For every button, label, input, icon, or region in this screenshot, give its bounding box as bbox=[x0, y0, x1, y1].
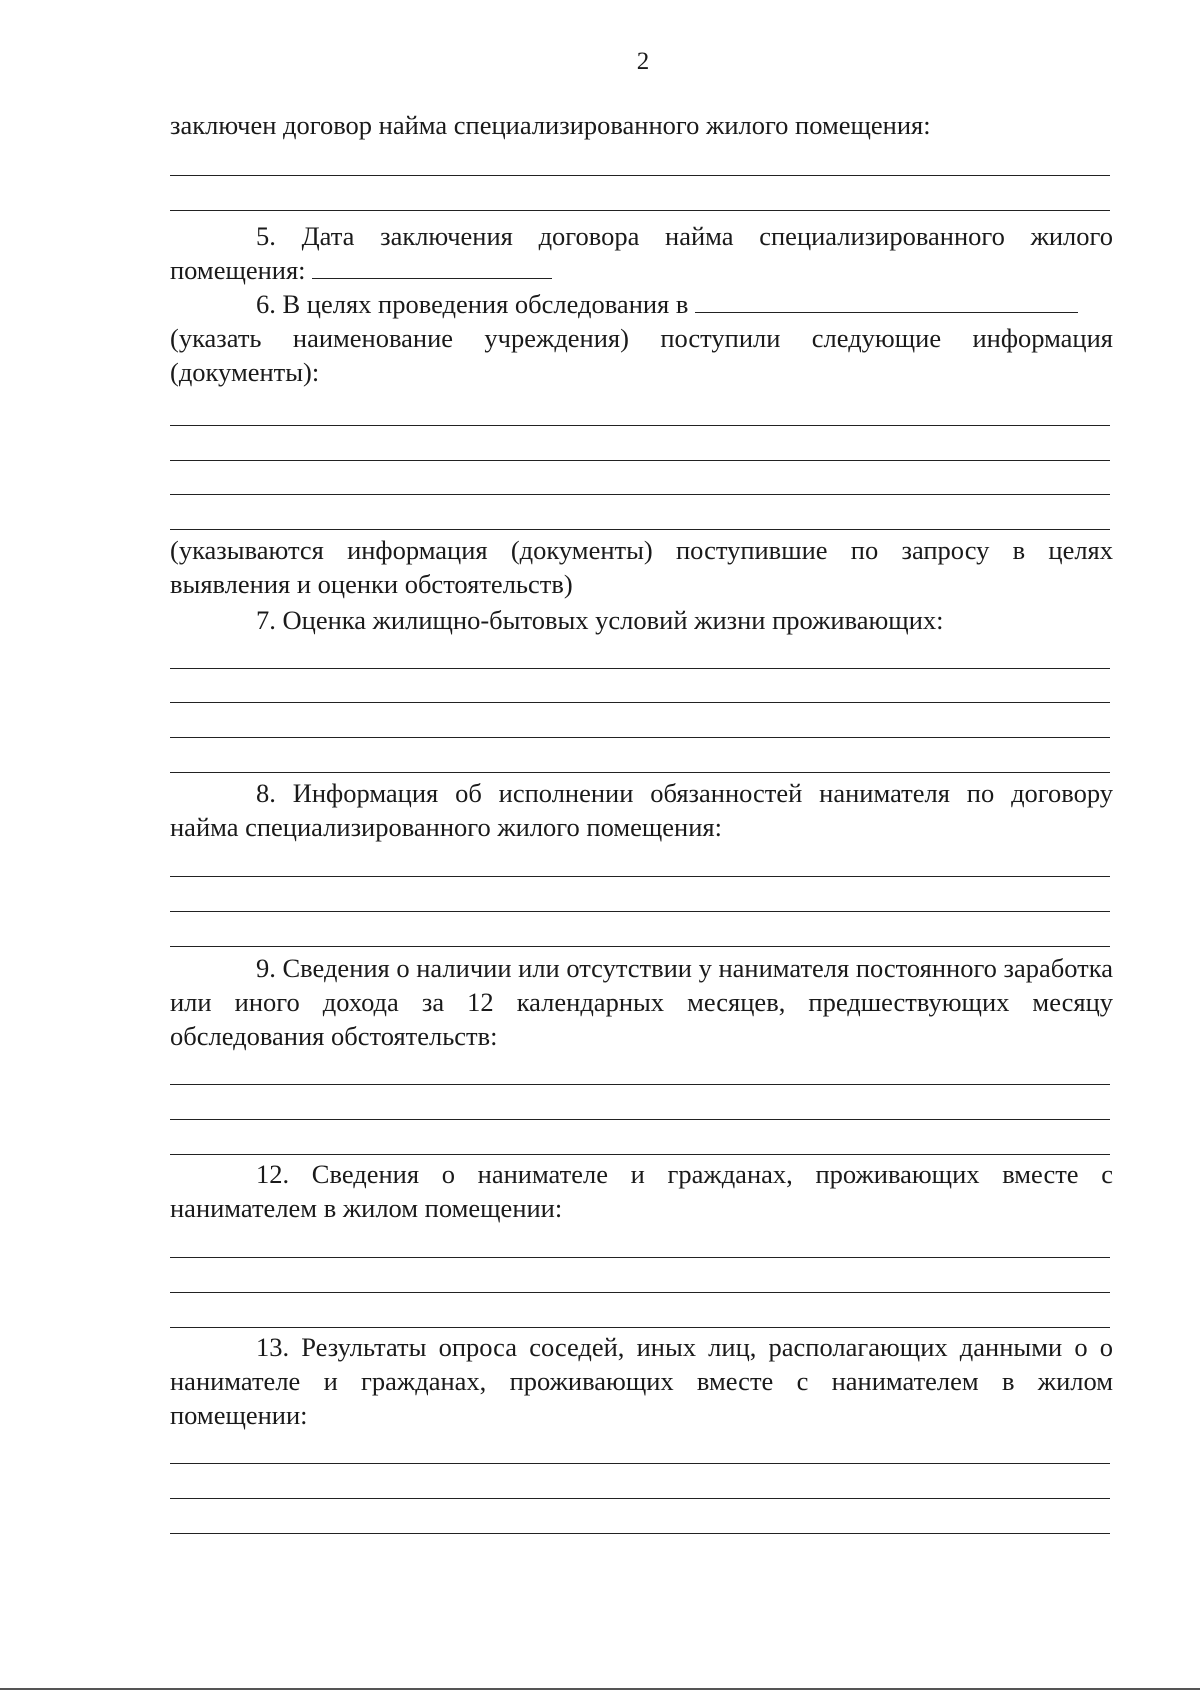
date-blank bbox=[312, 258, 552, 279]
blank-line bbox=[170, 772, 1110, 773]
blank-line bbox=[170, 425, 1110, 426]
item-5-text: 5. Дата заключения договора найма специализированного жилого помещения: bbox=[170, 221, 1113, 285]
item-6-paragraph bbox=[170, 287, 1113, 321]
blank-line bbox=[170, 1498, 1110, 1499]
blank-line bbox=[170, 494, 1110, 495]
blank-line bbox=[170, 210, 1110, 211]
blank-line bbox=[170, 737, 1110, 738]
item-13-paragraph: 13. Результаты опроса соседей, иных лиц, располагающих данными о о нанимателе и гражданах, проживающих вместе с нанимателем в жилом помещении: bbox=[170, 1332, 1113, 1430]
blank-line bbox=[170, 529, 1110, 530]
blank-line bbox=[170, 702, 1110, 703]
item-5-paragraph bbox=[170, 219, 1113, 287]
intro-paragraph: заключен договор найма специализированного жилого помещения: bbox=[170, 110, 931, 140]
blank-line bbox=[170, 911, 1110, 912]
blank-line bbox=[170, 1084, 1110, 1085]
scan-edge-line bbox=[0, 1688, 1200, 1690]
item-7-paragraph: 7. Оценка жилищно-бытовых условий жизни проживающих: bbox=[256, 605, 944, 635]
blank-line bbox=[170, 1292, 1110, 1293]
blank-line bbox=[170, 460, 1110, 461]
blank-line bbox=[170, 1257, 1110, 1258]
blank-line bbox=[170, 1533, 1110, 1534]
blank-line bbox=[170, 668, 1110, 669]
item-12-paragraph: 12. Сведения о нанимателе и гражданах, проживающих вместе с нанимателем в жилом помещении: bbox=[170, 1159, 1113, 1223]
item-6-lead: 6. В целях проведения обследования в bbox=[256, 289, 689, 319]
blank-line bbox=[170, 946, 1110, 947]
item-8-paragraph: 8. Информация об исполнении обязанностей нанимателя по договору найма специализированного жилого помещения: bbox=[170, 778, 1113, 842]
item-6-rest: (указать наименование учреждения) поступили следующие информация (документы): bbox=[170, 323, 1113, 387]
blank-line bbox=[170, 876, 1110, 877]
blank-line bbox=[170, 1119, 1110, 1120]
blank-line bbox=[170, 1154, 1110, 1155]
item-6-note: (указываются информация (документы) поступившие по запросу в целях выявления и оценки обстоятельств) bbox=[170, 535, 1113, 599]
item-9-paragraph: 9. Сведения о наличии или отсутствии у нанимателя постоянного заработка или иного дохода за 12 календарных месяцев, предшествующих месяцу обследования обстоятельств: bbox=[170, 953, 1113, 1051]
blank-line bbox=[170, 1327, 1110, 1328]
page-number: 2 bbox=[636, 48, 650, 75]
blank-line bbox=[170, 175, 1110, 176]
institution-blank bbox=[695, 292, 1078, 313]
blank-line bbox=[170, 1463, 1110, 1464]
